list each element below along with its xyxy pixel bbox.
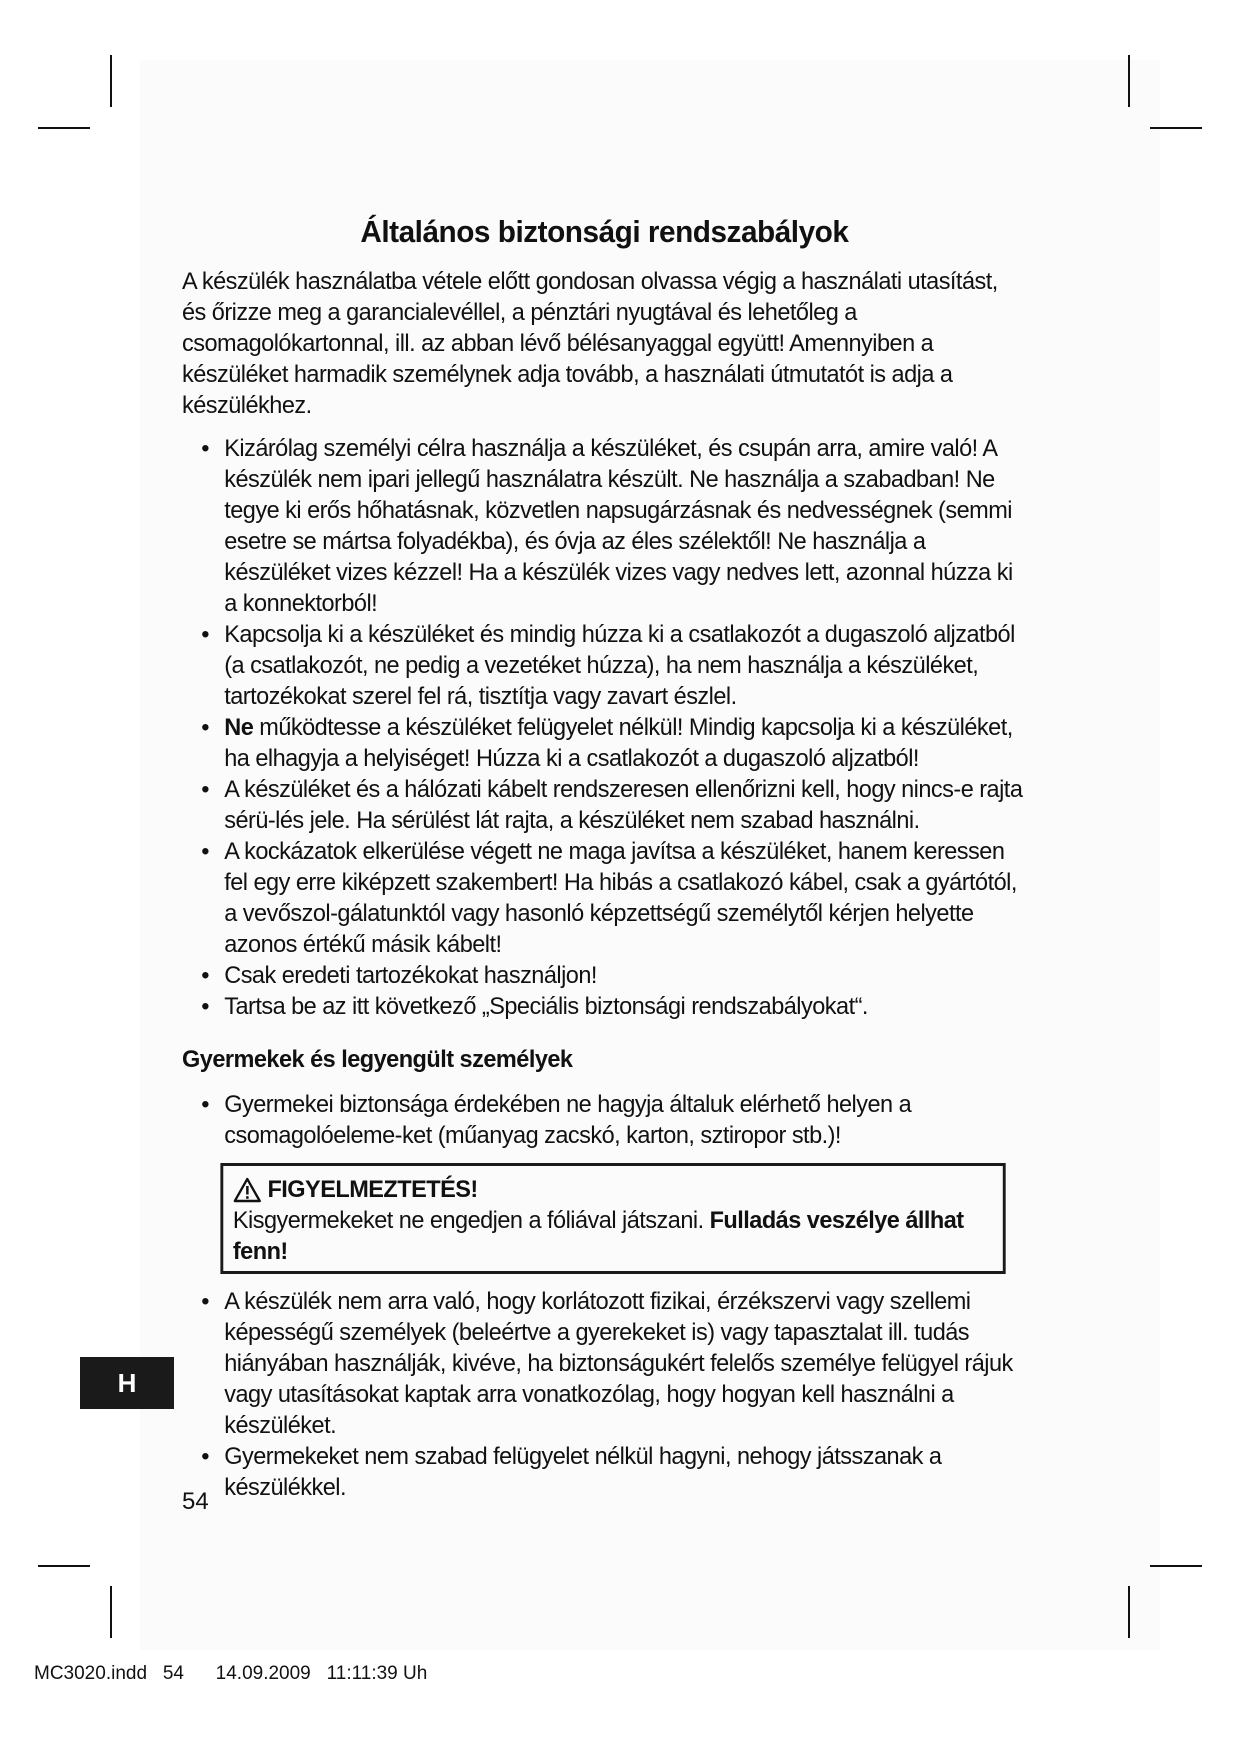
safety-list — [182, 433, 1027, 1022]
list-item: • A készüléket és a hálózati kábelt rendszeresen ellenőrizni kell, hogy nincs-e rajta sérü-lés jele. Ha sérülést lát rajta, a készüléket nem szabad használni. — [201, 776, 1023, 834]
crop-mark-bottom-left-horizontal — [38, 1565, 90, 1567]
crop-mark-top-right-vertical — [1128, 55, 1130, 107]
list-item: • Kapcsolja ki a készüléket és mindig húzza ki a csatlakozót a dugaszoló aljzatból (a csatlakozót, ne pedig a vezetéket húzza), ha nem használja a készüléket, tartozékokat szerel fel rá, tisztítja vagy zavart észlel. — [201, 621, 1015, 710]
page-number: 54 — [182, 1488, 209, 1515]
list-item: • Gyermekeket nem szabad felügyelet nélkül hagyni, nehogy játsszanak a készülékkel. — [201, 1443, 942, 1501]
warning-box — [220, 1163, 1005, 1274]
list-item: • A kockázatok elkerülése végett ne maga javítsa a készüléket, hanem keressen fel egy erre kiképzett szakembert! Ha hibás a csatlakozó kábel, csak a gyártótól, a vevőszol-gálatunktól vagy hasonló képzettségű személytől kérjen helyette azonos értékű másik kábelt! — [201, 838, 1017, 958]
crop-mark-bottom-right-horizontal — [1150, 1565, 1202, 1567]
bullet-icon: • — [201, 714, 209, 741]
warning-text: Kisgyermekeket ne engedjen a fóliával játszani. Fulladás veszélye állhat fenn! — [232, 1207, 964, 1265]
page-title: Általános biztonsági rendszabályok — [360, 214, 849, 249]
crop-mark-top-left-vertical — [110, 55, 112, 107]
list-item: • A készülék nem arra való, hogy korlátozott fizikai, érzékszervi vagy szellemi képességű személyek (beleértve a gyerekeket is) vagy tapasztalat ill. tudás hiányában használják, kivéve, ha biztonságukért felelős személye felügyel rájuk vagy utasításokat kaptak arra vonatkozólag, hogy hogyan kell használni a készüléket. — [201, 1288, 1013, 1439]
bullet-icon: • — [201, 1288, 209, 1315]
bullet-icon: • — [201, 962, 209, 989]
list-item: • Kizárólag személyi célra használja a készüléket, és csupán arra, amire való! A készülék nem ipari jellegű használatra készült. Ne használja a szabadban! Ne tegye ki erős hőhatásnak, közvetlen napsugárzásnak és nedvességnek (semmi esetre se mártsa folyadékba), és óvja az éles szélektől! Ne használja a készüléket vizes kézzel! Ha a készülék vizes vagy nedves lett, azonnal húzza ki a konnektorból! — [201, 435, 1013, 617]
bullet-icon: • — [201, 621, 209, 648]
language-tab: H — [80, 1357, 174, 1409]
crop-mark-bottom-right-vertical — [1128, 1586, 1130, 1638]
warning-triangle-icon — [233, 1177, 262, 1203]
print-slug: MC3020.indd 54 14.09.2009 11:11:39 Uh — [34, 1663, 428, 1684]
crop-mark-bottom-left-vertical — [110, 1586, 112, 1638]
section-heading-children: Gyermekek és legyengült személyek — [182, 1046, 573, 1073]
bullet-icon: • — [201, 435, 209, 462]
warning-title: FIGYELMEZTETÉS! — [233, 1174, 993, 1205]
bullet-icon: • — [201, 1091, 209, 1118]
document-body — [182, 212, 1027, 1503]
crop-mark-top-right-horizontal — [1150, 127, 1202, 129]
crop-mark-top-left-horizontal — [38, 127, 90, 129]
bullet-icon: • — [201, 776, 209, 803]
bullet-icon: • — [201, 1443, 209, 1470]
bullet-icon: • — [201, 838, 209, 865]
children-list — [182, 1089, 1027, 1151]
list-item: • Csak eredeti tartozékokat használjon! — [201, 962, 597, 989]
list-item: • Tartsa be az itt következő „Speciális biztonsági rendszabályokat“. — [201, 993, 868, 1020]
bullet-icon: • — [201, 993, 209, 1020]
list-item: • Gyermekei biztonsága érdekében ne hagyja általuk elérhető helyen a csomagolóeleme-ket (műanyag zacskó, karton, sztiropor stb.)! — [201, 1091, 912, 1149]
children-list-continued — [182, 1286, 1027, 1503]
intro-paragraph: A készülék használatba vétele előtt gondosan olvassa végig a használati utasítást, és őrizze meg a garancialevéllel, a pénztári nyugtával és lehetőleg a csomagolókartonnal, ill. az abban lévő bélésanyaggal együtt! Amennyiben a készüléket harmadik személynek adja tovább, a használati útmutatót is adja a készülékhez. — [182, 268, 998, 419]
list-item: • Ne működtesse a készüléket felügyelet nélkül! Mindig kapcsolja ki a készüléket, ha elhagyja a helyiséget! Húzza ki a csatlakozót a dugaszoló aljzatból! — [201, 714, 1013, 772]
